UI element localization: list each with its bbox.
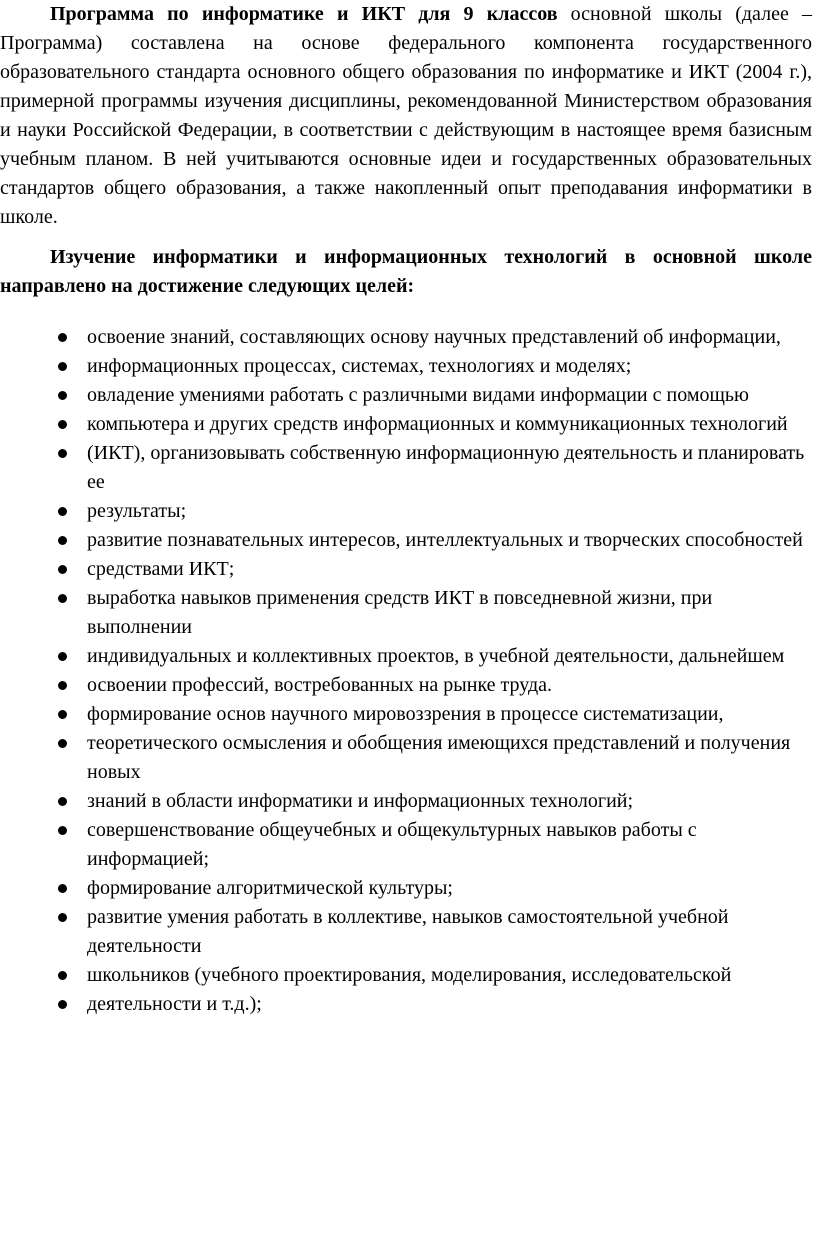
list-item: [0, 323, 812, 352]
bullet-icon: [58, 1000, 67, 1009]
list-item: [0, 671, 812, 700]
list-item-text: овладение умениями работать с различными видами информации с помощью: [87, 384, 749, 406]
bullet-icon: [58, 797, 67, 806]
list-item: [0, 584, 812, 642]
list-item-text: средствами ИКТ;: [87, 558, 235, 580]
intro-paragraph: [0, 0, 812, 232]
list-item-text: деятельности и т.д.);: [87, 993, 262, 1015]
list-item: [0, 700, 812, 729]
bullet-icon: [58, 681, 67, 690]
list-item-text: компьютера и других средств информационных и коммуникационных технологий: [87, 413, 788, 435]
list-item: [0, 410, 812, 439]
intro-text: основной школы (далее – Программа) составлена на основе федерального компонента государственного образовательного стандарта основного общего образования по информатике и ИКТ (2004 г.), примерной программы изучения дисциплины, рекомендованной Министерством образования и науки Российской Федерации, в соответствии с действующим в настоящее время базисным учебным планом. В ней учитываются основные идеи и государственных образовательных стандартов общего образования, а также накопленный опыт преподавания информатики в школе.: [0, 3, 812, 228]
list-item: [0, 816, 812, 874]
bullet-icon: [58, 710, 67, 719]
list-item-text: (ИКТ), организовывать собственную информационную деятельность и планировать ее: [87, 442, 805, 493]
list-item-text: совершенствование общеучебных и общекультурных навыков работы с информацией;: [87, 819, 697, 870]
list-item: [0, 990, 812, 1019]
bullet-icon: [58, 652, 67, 661]
intro-bold-title: Программа по информатике и ИКТ для 9 классов: [50, 3, 558, 25]
list-item-text: развитие познавательных интересов, интеллектуальных и творческих способностей: [87, 529, 803, 551]
bullet-icon: [58, 449, 67, 458]
list-item: [0, 526, 812, 555]
bullet-icon: [58, 971, 67, 980]
bullet-icon: [58, 739, 67, 748]
bullet-icon: [58, 536, 67, 545]
list-item: [0, 874, 812, 903]
goals-heading: Изучение информатики и информационных технологий в основной школе направлено на достижение следующих целей:: [0, 246, 812, 297]
bullet-icon: [58, 391, 67, 400]
bullet-icon: [58, 333, 67, 342]
bullet-icon: [58, 420, 67, 429]
list-item-text: результаты;: [87, 500, 187, 522]
list-item-text: индивидуальных и коллективных проектов, в учебной деятельности, дальнейшем: [87, 645, 785, 667]
bullet-icon: [58, 913, 67, 922]
list-item: [0, 787, 812, 816]
bullet-icon: [58, 507, 67, 516]
list-item-text: освоении профессий, востребованных на рынке труда.: [87, 674, 553, 696]
list-item-text: формирование алгоритмической культуры;: [87, 877, 453, 899]
list-item-text: школьников (учебного проектирования, моделирования, исследовательской: [87, 964, 732, 986]
list-item: [0, 642, 812, 671]
list-item: [0, 555, 812, 584]
list-item: [0, 352, 812, 381]
bullet-icon: [58, 594, 67, 603]
list-item: [0, 497, 812, 526]
bullet-icon: [58, 565, 67, 574]
list-item: [0, 381, 812, 410]
list-item-text: знаний в области информатики и информационных технологий;: [87, 790, 634, 812]
list-item-text: выработка навыков применения средств ИКТ в повседневной жизни, при выполнении: [87, 587, 713, 638]
list-item-text: формирование основ научного мировоззрения в процессе систематизации,: [87, 703, 724, 725]
list-item-text: теоретического осмысления и обобщения имеющихся представлений и получения новых: [87, 732, 791, 783]
list-item: [0, 439, 812, 497]
list-item: [0, 903, 812, 961]
list-item-text: освоение знаний, составляющих основу научных представлений об информации,: [87, 326, 781, 348]
list-item: [0, 729, 812, 787]
list-item-text: информационных процессах, системах, технологиях и моделях;: [87, 355, 632, 377]
list-item: [0, 961, 812, 990]
goals-list: [0, 323, 812, 1019]
bullet-icon: [58, 826, 67, 835]
bullet-icon: [58, 362, 67, 371]
bullet-icon: [58, 884, 67, 893]
list-item-text: развитие умения работать в коллективе, навыков самостоятельной учебной деятельности: [87, 906, 729, 957]
